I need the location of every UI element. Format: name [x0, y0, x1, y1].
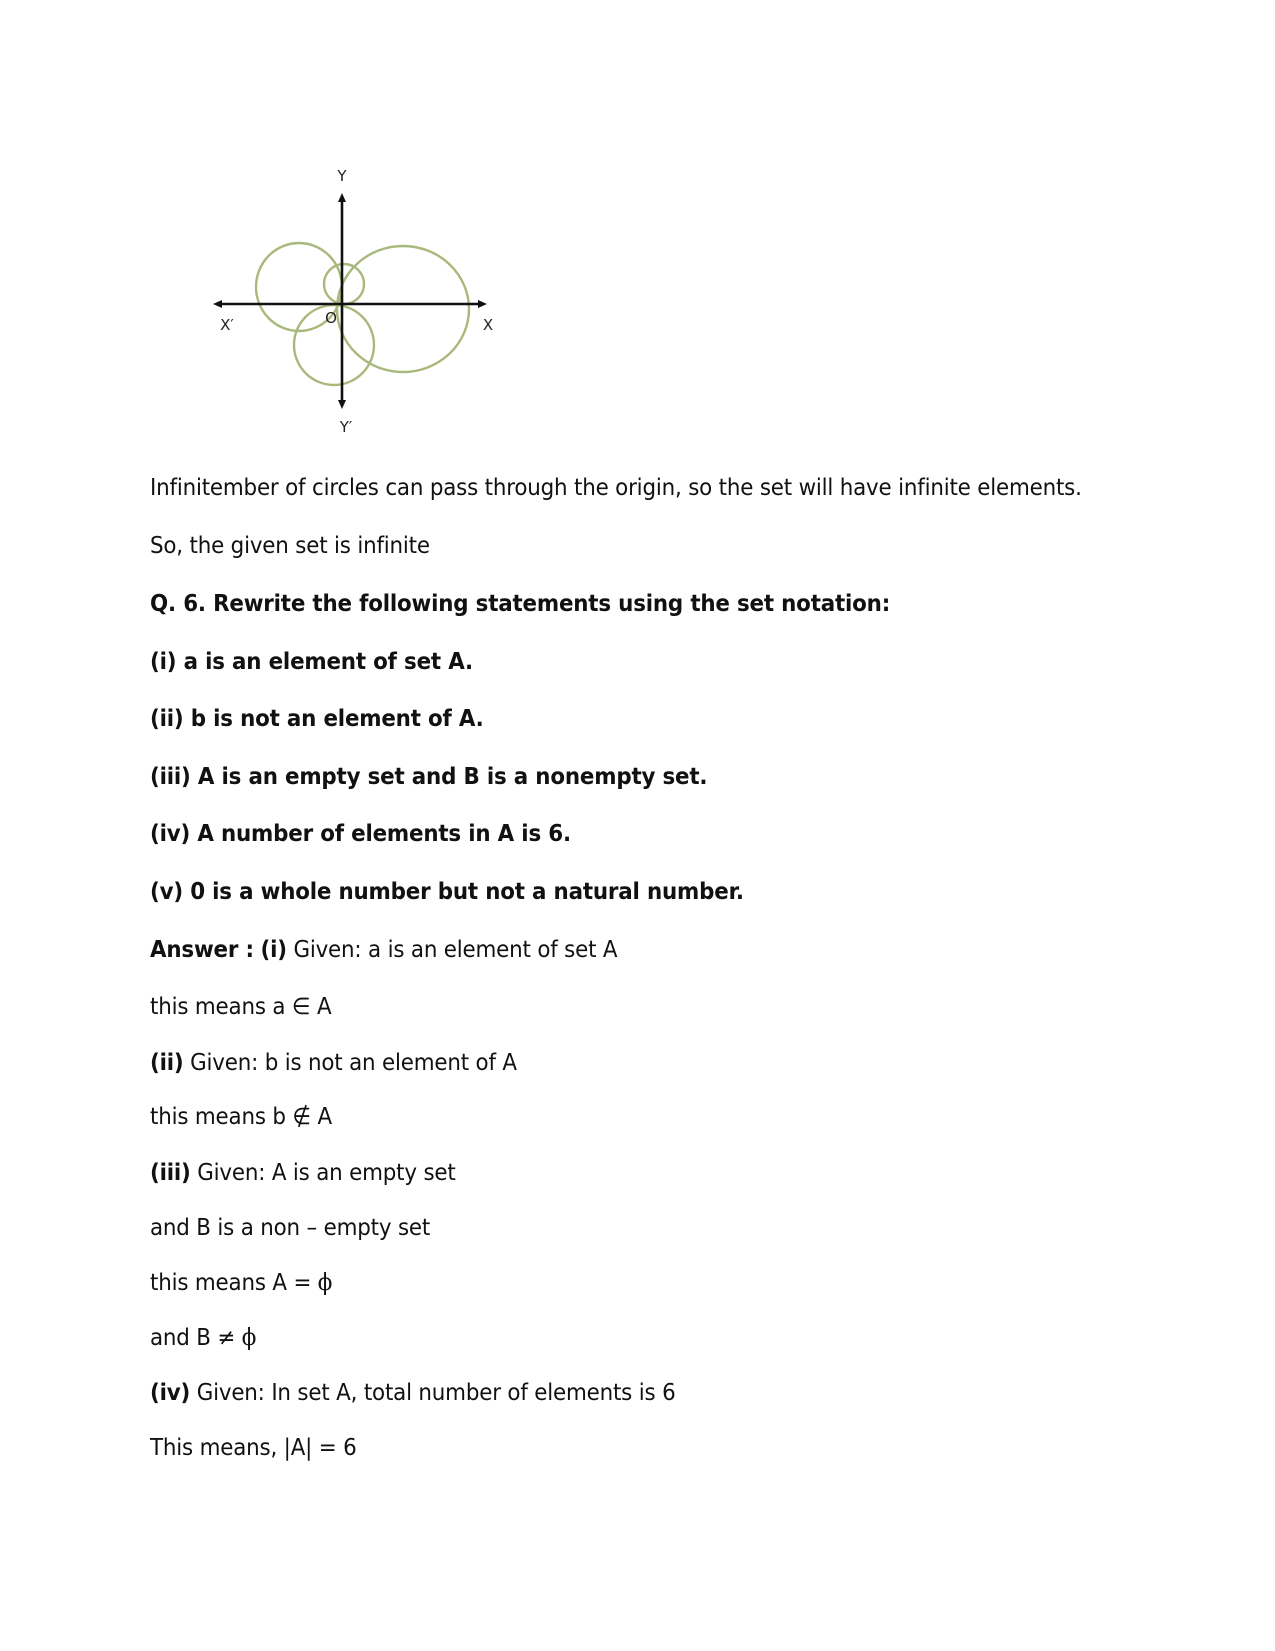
answer-text-iii-result-a: this means A = — [150, 1270, 318, 1296]
answer-line-iii-b — [150, 1213, 430, 1243]
answer-line-ii — [150, 1048, 517, 1078]
intro-line-2: So, the given set is infinite — [150, 533, 430, 559]
answer-tag-iii: (iii) — [150, 1160, 191, 1186]
intro-line-1: Infinitember of circles can pass through the origin, so the set will have infinite elements. — [150, 475, 1082, 501]
label-origin: O — [325, 309, 337, 327]
answer-line-i-result — [150, 992, 331, 1022]
answer-text-iv: Given: In set A, total number of elements is 6 — [196, 1380, 676, 1406]
answer-text-iii-b: and B is a non – empty set — [150, 1215, 431, 1241]
question-part-iv: (iv) A number of elements in A is 6. — [150, 821, 571, 847]
answer-line-iii-result-a — [150, 1268, 332, 1298]
answer-tag-iv: (iv) — [150, 1380, 191, 1406]
answer-text-i: Given: a is an element of set A — [293, 937, 618, 963]
arrow-right-icon — [478, 300, 487, 308]
arrow-left-icon — [213, 300, 222, 308]
question-part-v: (v) 0 is a whole number but not a natural number. — [150, 879, 744, 905]
question-part-ii: (ii) b is not an element of A. — [150, 706, 484, 732]
question-part-i: (i) a is an element of set A. — [150, 649, 473, 675]
label-y: Y — [337, 167, 347, 185]
answer-line-iii — [150, 1158, 456, 1188]
answer-line-ii-result — [150, 1102, 332, 1132]
answer-text-ii: Given: b is not an element of A — [190, 1050, 517, 1076]
circle-right-large — [337, 246, 469, 372]
label-y-prime: Y′ — [339, 418, 353, 436]
empty-set-symbol: ϕ — [317, 1270, 333, 1296]
question-part-iii: (iii) A is an empty set and B is a nonempty set. — [150, 764, 708, 790]
arrow-down-icon — [338, 400, 346, 409]
answer-tag-ii: (ii) — [150, 1050, 184, 1076]
answer-text-ii-result: this means b ∉ A — [150, 1104, 332, 1130]
answer-line-iv — [150, 1378, 676, 1408]
answer-text-iv-result: This means, |A| = 6 — [150, 1435, 357, 1461]
answer-lead: Answer : — [150, 937, 254, 963]
circles-through-origin-diagram — [195, 160, 515, 445]
arrow-up-icon — [338, 193, 346, 202]
axis-arrowheads — [213, 193, 487, 409]
question-title: Q. 6. Rewrite the following statements using the set notation: — [150, 591, 891, 617]
answer-text-iii-result-b: and B ≠ — [150, 1325, 242, 1351]
answer-line-iv-result — [150, 1433, 357, 1463]
answer-text-i-result: this means a ∈ A — [150, 994, 332, 1020]
label-x: X — [482, 316, 494, 334]
empty-set-symbol: ϕ — [241, 1325, 257, 1351]
circles-group — [256, 243, 469, 385]
circle-small-top — [324, 264, 364, 304]
answer-text-iii: Given: A is an empty set — [197, 1160, 456, 1186]
label-x-prime: X′ — [220, 316, 234, 334]
answer-line-i — [150, 935, 617, 965]
answer-line-iii-result-b — [150, 1323, 256, 1353]
answer-tag-i: (i) — [260, 937, 287, 963]
